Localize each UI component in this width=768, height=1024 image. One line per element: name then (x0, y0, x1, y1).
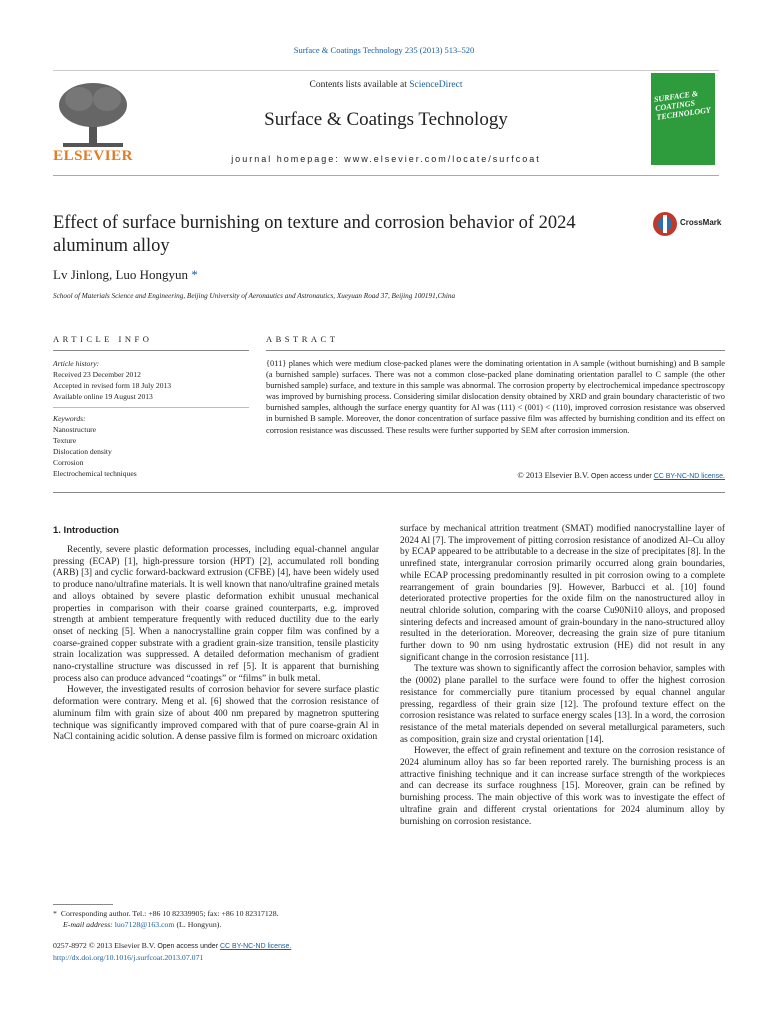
paragraph: However, the investigated results of corrosion behavior for severe surface plastic deformation were contrary. Meng et al. [6] showed that the corrosion resistance of aluminum film with grain size of about 400 nm prepared by magnetron sputtering technique was significantly improved compared with that of pure coarse-grain Al in NaCl containing acidic solution. A dense passive film is formed on microarc oxidation (53, 685, 379, 743)
paragraph: The texture was shown to significantly affect the corrosion behavior, samples with the (0002) plane parallel to the surface were found to offer the highest corrosion resistance for commercially pure titanium processed by equal channel angular pressing, regardless of their grain size [12]. The profound texture effect on the corrosion resistance was related to surface energy scales [13]. In a word, the corrosion resistance of the metal materials depended on several metallurgical parameters, such as composition, grain size and crystal orientation [14]. (400, 664, 725, 745)
corresponding-author-mark[interactable]: * (191, 267, 198, 282)
history-label: Article history: (53, 359, 100, 368)
footnote (53, 908, 383, 930)
author-names: Lv Jinlong, Luo Hongyun (53, 267, 189, 282)
footnote-mark: * (53, 909, 57, 918)
paragraph: However, the effect of grain refinement and texture on the corrosion resistance of 2024 aluminum alloy has so far been reported rarely. The burnishing process is an attractive finishing technique and it can increase surface strength of the workpieces and can decrease its surface roughness [15]. Moreover, grain can be refined by burnishing process. The main objective of this work was to investigate the effect of ultrafine grain and different crystal orientations for 2024 aluminum alloy by burnishing on corrosion resistance. (400, 746, 725, 827)
online-date: Available online 19 August 2013 (53, 392, 153, 401)
received-date: Received 23 December 2012 (53, 370, 141, 379)
abstract-text: {011} planes which were medium close-packed planes were the dominating orientation in A sample (without burnishing) and B sample (a burnished sample) surfaces. There was not a common close-packed plane dominating orientation parallel to C sample (the other burnished sample) surface, and texture in this sample was abnormal. The corrosion property by electrochemical impedance spectroscopy was improved by burnishing process. Considering similar dislocation density obtained by XRD and grain boundary characteristic of two burnished samples, although the surface energy quantity for Al was (111) < (001) < (110), improved corrosion resistance was observed in burnished B sample. Moreover, the donor concentration of surface passive film was affected by burnishing condition and its effect on corrosion resistance was discussed. These results were further supported by SEM after corrosion immersion. (266, 359, 725, 435)
crossmark-label: CrossMark (680, 218, 722, 227)
paragraph: Recently, severe plastic deformation processes, including equal-channel angular pressing (ECAP) [1], high-pressure torsion (HPT) [2], accumulated roll bonding (ARB) [3] and cyclic forward-backward extrusion (CFBE) [4], have been widely used to produce nano/ultrafine materials. It is well known that nano/ultrafine grained metals and alloys obtained by severe plastic deformation exhibit unusual mechanical properties in comparison with their coarse grained counterparts, e.g. improved strength at ambient temperature frequently with reduced ductility due to the early onset of necking [5]. When a nanocrystalline grain copper film was confined by a coarse-grained copper substrate with a gradient grain-size transition, tensile plasticity strain localization was suppressed. A detailed deformation mechanism of gradient nano-crystalline structure was discussed in ref [5]. It is apparent that burnishing process also can produce advanced “coatings” or “films” in bulk metal. (53, 545, 379, 684)
cover-title: SURFACE & COATINGS TECHNOLOGY (653, 88, 712, 122)
paragraph: surface by mechanical attrition treatment (SMAT) modified nanocrystalline layer of 2024 Al [7]. The improvement of pitting corrosion resistance of anodized Al–Cu alloy by ECAP appeared to be attributable to a decrease in the size of precipitates [8]. In the unrefined state, intergranular corrosion primarily occurred along grain boundaries, while ECAP processing predominantly resulted in pit corrosion owing to a complete rearrangement of grain boundaries [9]. However, Barbucci et al. [10] found deteriorated protective properties for the oxide film on the nanostructured alloy in neutral chloride solution, comparing with the coarse Cu90Ni10 alloys, and proposed sintering defects and increased amount of grain-boundary in the nano-structured alloy resulted in the deterioration. Moreover, decreasing the grain size of pure titanium further down to 90 nm using hydrostatic extrusion (HE) did not result in any significant change in the corrosion resistance [11]. (400, 524, 725, 663)
keyword: Corrosion (53, 458, 84, 467)
bottom-notice (53, 940, 383, 963)
contents-prefix: Contents lists available at (309, 80, 410, 90)
issn-line (53, 940, 383, 952)
authors (53, 267, 198, 283)
email-label: E-mail address: (63, 920, 115, 929)
divider (53, 407, 249, 408)
revised-date: Accepted in revised form 18 July 2013 (53, 381, 172, 390)
keywords (53, 413, 249, 479)
footnote-contact: Corresponding author. Tel.: +86 10 82339905; fax: +86 10 82317128. (60, 909, 279, 918)
abstract-copyright (266, 471, 725, 480)
keywords-label: Keywords: (53, 414, 86, 423)
abstract-heading: ABSTRACT (266, 334, 339, 344)
journal-name: Surface & Coatings Technology (264, 109, 508, 130)
journal-homepage[interactable]: journal homepage: www.elsevier.com/locate/surfcoat (231, 154, 541, 164)
email-link[interactable]: luo7128@163.com (114, 920, 175, 929)
license-link[interactable]: CC BY-NC-ND license. (653, 473, 725, 480)
article-history (53, 358, 249, 402)
journal-header (53, 70, 719, 176)
journal-reference[interactable]: Surface & Coatings Technology 235 (2013) 513–520 (293, 45, 475, 55)
crossmark-icon (652, 209, 678, 239)
crossmark-badge[interactable] (652, 209, 724, 239)
open-access-prefix: Open access under (157, 943, 220, 950)
footnote-corresponding (53, 908, 383, 919)
journal-cover (651, 73, 715, 165)
divider (53, 350, 249, 351)
keyword: Nanostructure (53, 425, 97, 434)
issn: 0257-8972 © 2013 Elsevier B.V. (53, 941, 158, 950)
license-link[interactable]: CC BY-NC-ND license. (219, 943, 292, 950)
keyword: Dislocation density (53, 447, 112, 456)
article-info-heading: ARTICLE INFO (53, 334, 153, 344)
keyword: Electrochemical techniques (53, 469, 137, 478)
divider (53, 492, 725, 493)
open-access-note (591, 473, 725, 480)
article-title: Effect of surface burnishing on texture and corrosion behavior of 2024 aluminum alloy (53, 213, 576, 256)
doi-link[interactable]: http://dx.doi.org/10.1016/j.surfcoat.2013.07.071 (53, 953, 204, 962)
open-access-prefix: Open access under (591, 473, 654, 480)
body-column-right (400, 524, 725, 828)
affiliation: School of Materials Science and Engineering, Beijing University of Aeronautics and Astronautics, Xueyuan Road 37, Beijing 100191,China (53, 292, 456, 300)
body-column-left (53, 545, 379, 744)
section-heading: 1. Introduction (53, 525, 119, 536)
divider (266, 350, 725, 351)
email-suffix: (L. Hongyun). (174, 920, 222, 929)
contents-line (53, 80, 719, 90)
footnote-divider (53, 904, 113, 905)
keyword: Texture (53, 436, 77, 445)
copyright-text: © 2013 Elsevier B.V. (517, 471, 589, 480)
elsevier-wordmark: ELSEVIER (53, 148, 133, 164)
footnote-email (53, 919, 383, 930)
sciencedirect-link[interactable]: ScienceDirect (409, 80, 463, 90)
